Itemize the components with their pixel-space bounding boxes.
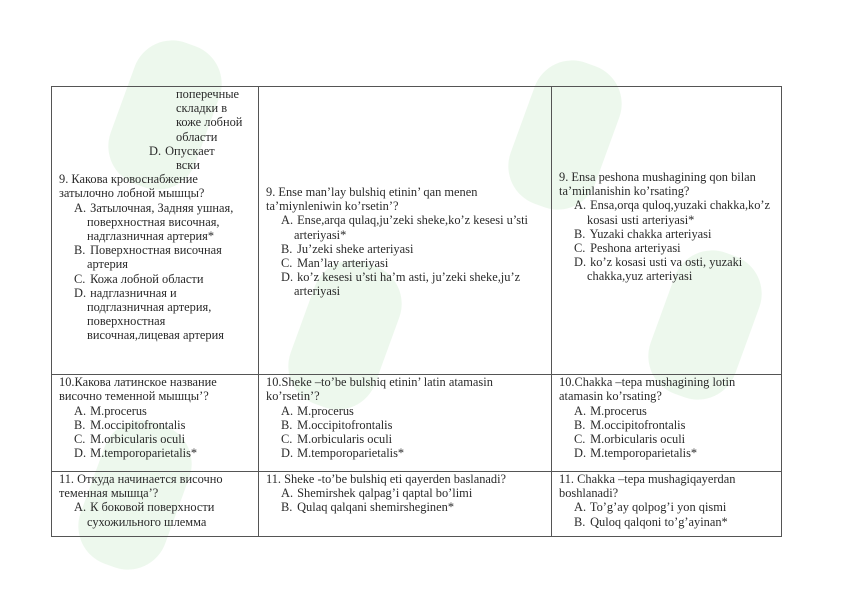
cell-uz-11 xyxy=(552,472,782,537)
question-text: 9. Какова кровоснабжение затылочно лобной мышцы? xyxy=(59,172,205,201)
cell-kaa-11 xyxy=(259,472,552,537)
option-text: M.orbicularis oculi xyxy=(297,432,393,447)
table-row xyxy=(52,375,782,472)
option-text: К боковой поверхности сухожильного шлемма xyxy=(87,500,215,529)
option-item xyxy=(559,404,777,418)
option-label: B. xyxy=(74,243,86,258)
option-text: Затылочная, Задняя ушная, поверхностная височная, надглазничная артерия* xyxy=(87,200,234,244)
option-text: Ju’zeki sheke arteriyasi xyxy=(297,241,414,256)
option-label: D. xyxy=(281,270,294,285)
option-item xyxy=(266,446,547,460)
option-text: Опускает xyxy=(165,143,215,158)
continuation-block xyxy=(59,87,254,172)
option-item xyxy=(266,270,547,298)
option-item xyxy=(59,243,254,271)
option-label: D. xyxy=(149,143,162,158)
option-text: Peshona arteriyasi xyxy=(590,241,681,256)
option-text: Поверхностная височная артерия xyxy=(87,243,222,272)
option-item xyxy=(59,500,254,528)
option-label: B. xyxy=(574,417,586,432)
question-text: 11. Откуда начинается височно теменная мышца’? xyxy=(59,472,223,501)
option-label: C. xyxy=(574,241,586,256)
option-text: M.orbicularis oculi xyxy=(590,432,686,447)
option-label: B. xyxy=(281,500,293,515)
option-text: M.occipitofrontalis xyxy=(297,417,393,432)
option-item xyxy=(59,446,254,460)
option-label: A. xyxy=(281,213,294,228)
option-item xyxy=(59,272,254,286)
option-item xyxy=(559,432,777,446)
option-text: Yuzaki chakka arteriyasi xyxy=(589,226,712,241)
option-text: M.occipitofrontalis xyxy=(90,417,186,432)
cell-uz-10 xyxy=(552,375,782,472)
option-text: ko’z kesesi u’sti ha’m asti, ju’zeki sheke,ju’z arteriyasi xyxy=(294,270,521,299)
questions-table xyxy=(51,86,782,537)
option-item xyxy=(559,515,777,529)
option-item xyxy=(559,241,777,255)
option-item xyxy=(559,446,777,460)
option-item xyxy=(266,500,547,514)
option-label: C. xyxy=(281,256,293,271)
continuation-line: коже лобной xyxy=(176,115,243,130)
continuation-line: складки в xyxy=(176,101,228,116)
option-text: Ensa,orqa quloq,yuzaki chakka,ko’z kosasi usti arteriyasi* xyxy=(587,198,771,227)
option-label: A. xyxy=(74,500,87,515)
option-item xyxy=(266,432,547,446)
option-item xyxy=(59,201,254,244)
option-item xyxy=(266,418,547,432)
option-label: B. xyxy=(574,226,586,241)
option-text: M.procerus xyxy=(590,403,647,418)
options-list xyxy=(266,404,547,461)
question-text: 10.Какова латинское название височно теменной мышцы’? xyxy=(59,375,217,404)
table-row xyxy=(52,472,782,537)
option-text: Quloq qalqoni to’g’ayinan* xyxy=(590,514,728,529)
option-label: A. xyxy=(74,200,87,215)
options-list xyxy=(266,213,547,298)
question-text: 10.Sheke –to’be bulshiq etinin’ latin atamasin ko’rsetin’? xyxy=(266,375,493,404)
option-label: B. xyxy=(574,514,586,529)
option-text: Ense,arqa qulaq,ju’zeki sheke,ko’z kesesi u’sti arteriyasi* xyxy=(294,213,528,242)
option-label: A. xyxy=(574,403,587,418)
table-row xyxy=(52,87,782,375)
cell-kaa-9 xyxy=(259,87,552,375)
options-list xyxy=(266,486,547,514)
option-item xyxy=(266,256,547,270)
option-item xyxy=(266,486,547,500)
option-item xyxy=(59,286,254,343)
cell-uz-9 xyxy=(552,87,782,375)
option-label: C. xyxy=(74,271,86,286)
cell-kaa-10 xyxy=(259,375,552,472)
option-text: Shemirshek qalpag’i qaptal bo’limi xyxy=(297,486,473,501)
option-text: Man’lay arteriyasi xyxy=(297,256,389,271)
option-label: A. xyxy=(574,198,587,213)
option-item xyxy=(266,404,547,418)
options-list xyxy=(559,198,777,283)
question-text: 9. Ensa peshona mushagining qon bilan ta’minlanishin ko’rsating? xyxy=(559,170,756,199)
option-item xyxy=(559,198,777,226)
continuation-line: вски xyxy=(176,158,200,173)
option-item xyxy=(59,432,254,446)
option-text: Кожа лобной области xyxy=(90,271,204,286)
options-list xyxy=(59,404,254,461)
question-text: 9. Ense man’lay bulshiq etinin’ qan menen ta’miynleniwin ko’rsetin’? xyxy=(266,185,478,214)
continuation-line: поперечные xyxy=(176,87,240,101)
options-list xyxy=(59,201,254,343)
option-item xyxy=(559,255,777,283)
option-text: M.temporoparietalis* xyxy=(90,446,198,461)
option-label: C. xyxy=(281,432,293,447)
option-label: D. xyxy=(574,446,587,461)
option-item xyxy=(559,418,777,432)
options-list xyxy=(59,500,254,528)
option-label: A. xyxy=(281,486,294,501)
option-label: A. xyxy=(281,403,294,418)
option-label: B. xyxy=(281,241,293,256)
options-list xyxy=(559,404,777,461)
cell-ru-10 xyxy=(52,375,259,472)
question-text: 11. Chakka –tepa mushagiqayerdan boshlanadi? xyxy=(559,472,736,501)
option-text: M.temporoparietalis* xyxy=(297,446,405,461)
option-text: To’g’ay qolpog’i yon qismi xyxy=(589,500,727,515)
question-text: 11. Sheke -to’be bulshiq eti qayerden baslanadi? xyxy=(266,472,507,487)
options-list xyxy=(559,500,777,528)
option-label: C. xyxy=(74,432,86,447)
option-label: D. xyxy=(574,255,587,270)
option-label: D. xyxy=(74,446,87,461)
option-text: M.procerus xyxy=(90,403,147,418)
option-text: Qulaq qalqani shemirsheginen* xyxy=(297,500,455,515)
continuation-line: области xyxy=(176,129,218,144)
option-item xyxy=(559,227,777,241)
continuation-option xyxy=(59,144,254,158)
option-text: надглазничная и подглазничная артерия, поверхностная височная,лицевая артерия xyxy=(87,285,224,343)
option-label: C. xyxy=(574,432,586,447)
option-item xyxy=(59,418,254,432)
question-text: 10.Chakka –tepa mushagining lotin atamasin ko’rsating? xyxy=(559,375,736,404)
option-text: M.orbicularis oculi xyxy=(90,432,186,447)
option-text: M.temporoparietalis* xyxy=(590,446,698,461)
option-label: A. xyxy=(574,500,587,515)
option-label: A. xyxy=(74,403,87,418)
option-item xyxy=(559,500,777,514)
option-label: D. xyxy=(74,285,87,300)
option-item xyxy=(266,213,547,241)
cell-ru-9 xyxy=(52,87,259,375)
option-label: B. xyxy=(74,417,86,432)
cell-ru-11 xyxy=(52,472,259,537)
option-text: M.occipitofrontalis xyxy=(590,417,686,432)
option-text: ko’z kosasi usti va osti, yuzaki chakka,yuz arteriyasi xyxy=(587,255,743,284)
option-item xyxy=(266,242,547,256)
option-label: B. xyxy=(281,417,293,432)
option-text: M.procerus xyxy=(297,403,354,418)
option-label: D. xyxy=(281,446,294,461)
option-item xyxy=(59,404,254,418)
